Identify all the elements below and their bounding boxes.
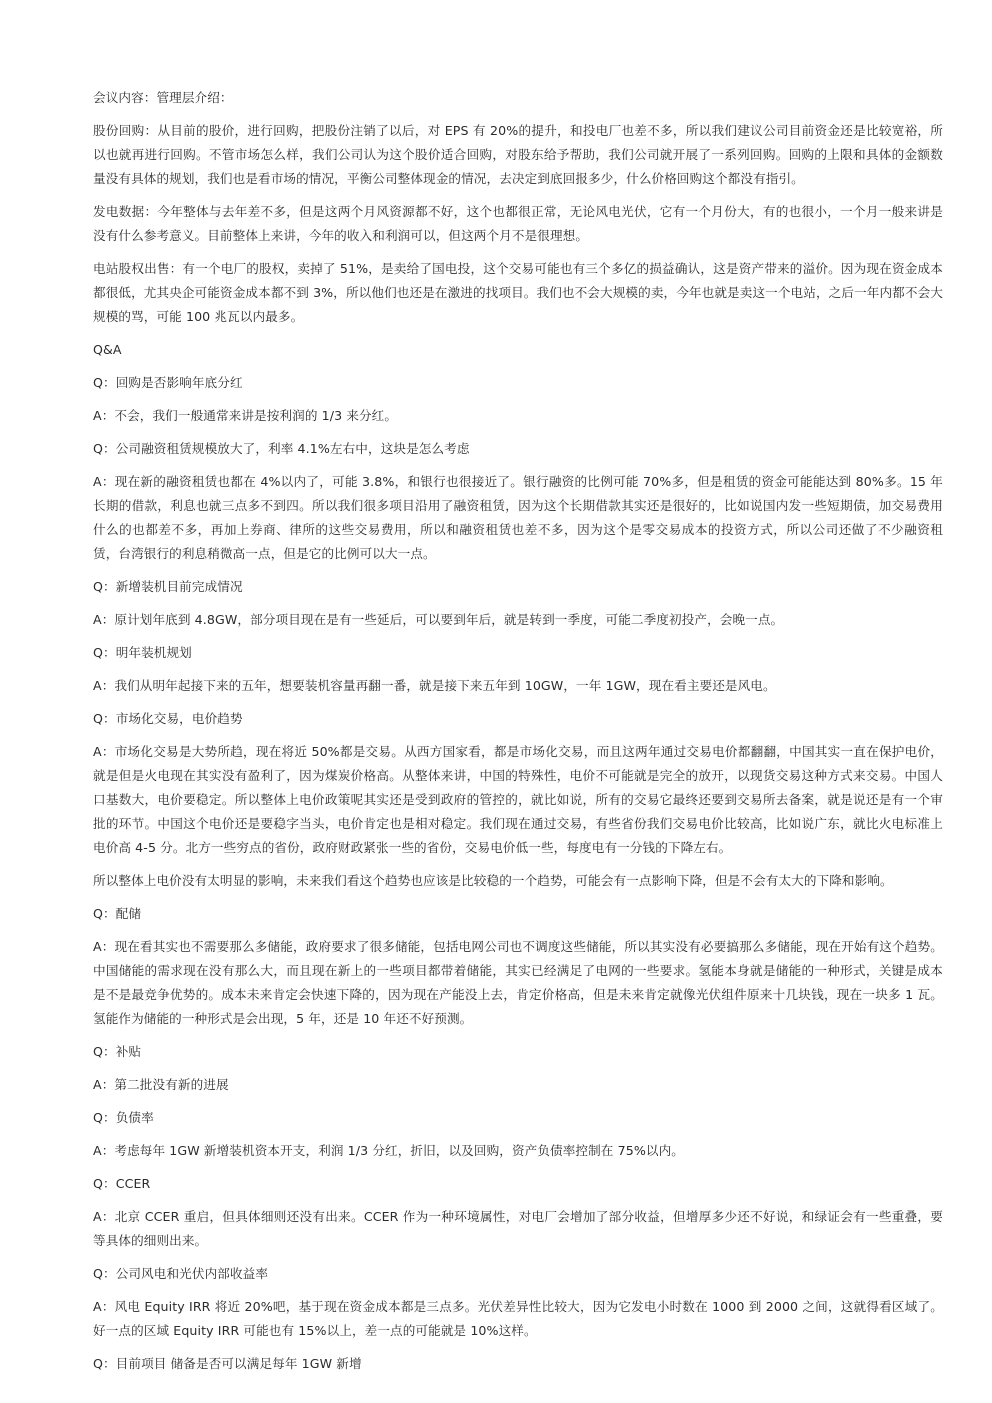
answer: A：第二批没有新的进展	[93, 1077, 229, 1092]
document-body	[93, 86, 943, 1385]
answer-continuation: 所以整体上电价没有太明显的影响，未来我们看这个趋势也应该是比较稳的一个趋势，可能会有一点影响下降，但是不会有太大的下降和影响。	[93, 873, 893, 888]
paragraph-equity-sale: 电站股权出售：有一个电厂的股权，卖掉了 51%，是卖给了国电投，这个交易可能也有三个多亿的损益确认，这是资产带来的溢价。因为现在资金成本都很低，尤其央企可能资金成本都不到 3%，所以他们也还是在激进的找项目。我们也不会大规模的卖，今年也就是卖这一个电站，之后一年内都不会大规模的骂，可能 100 兆瓦以内最多。	[93, 261, 943, 324]
answer: A：不会，我们一般通常来讲是按利润的 1/3 来分红。	[93, 408, 398, 423]
answer: A：风电 Equity IRR 将近 20%吧，基于现在资金成本都是三点多。光伏差异性比较大，因为它发电小时数在 1000 到 2000 之间，这就得看区域了。好一点的区域 Equity IRR 可能也有 15%以上，差一点的可能就是 10%这样。	[93, 1299, 943, 1338]
answer: A：考虑每年 1GW 新增装机资本开支，利润 1/3 分红，折旧，以及回购，资产负债率控制在 75%以内。	[93, 1143, 684, 1158]
paragraph-share-buyback: 股份回购：从目前的股价，进行回购，把股份注销了以后，对 EPS 有 20%的提升，和投电厂也差不多，所以我们建议公司目前资金还是比较宽裕，所以也就再进行回购。不管市场怎么样，我们公司认为这个股价适合回购，对股东给予帮助，我们公司就开展了一系列回购。回购的上限和具体的金额数量没有具体的规划，我们也是看市场的情况，平衡公司整体现金的情况，去决定到底回报多少，什么价格回购这个都没有指引。	[93, 123, 943, 186]
question: Q：补贴	[93, 1044, 142, 1059]
question: Q：回购是否影响年底分红	[93, 375, 243, 390]
answer: A：现在新的融资租赁也都在 4%以内了，可能 3.8%，和银行也很接近了。银行融资的比例可能 70%多，但是租赁的资金可能能达到 80%多。15 年长期的借款，利息也就三点多不到四。所以我们很多项目沿用了融资租赁，因为这个长期借款其实还是很好的，比如说国内发一些短期债，加交易费用什么的也都差不多，再加上券商、律所的这些交易费用，所以和融资租赁也差不多，因为这个是零交易成本的投资方式，所以公司还做了不少融资租赁，台湾银行的利息稍微高一点，但是它的比例可以大一点。	[93, 474, 943, 561]
question: Q：市场化交易，电价趋势	[93, 711, 243, 726]
paragraph-generation-data: 发电数据：今年整体与去年差不多，但是这两个月风资源都不好，这个也都很正常，无论风电光伏，它有一个月份大，有的也很小，一个月一般来讲是没有什么参考意义。目前整体上来讲，今年的收入和利润可以，但这两个月不是很理想。	[93, 204, 943, 243]
answer: A：我们从明年起接下来的五年，想要装机容量再翻一番，就是接下来五年到 10GW，一年 1GW，现在看主要还是风电。	[93, 678, 776, 693]
answer: A：现在看其实也不需要那么多储能，政府要求了很多储能，包括电网公司也不调度这些储能，所以其实没有必要搞那么多储能，现在开始有这个趋势。中国储能的需求现在没有那么大，而且现在新上的一些项目都带着储能，其实已经满足了电网的一些要求。氢能本身就是储能的一种形式，关键是成本是不是最竞争优势的。成本未来肯定会快速下降的，因为现在产能没上去，肯定价格高，但是未来肯定就像光伏组件原来十几块钱，现在一块多 1 瓦。氢能作为储能的一种形式是会出现，5 年，还是 10 年还不好预测。	[93, 939, 943, 1026]
answer: A：原计划年底到 4.8GW，部分项目现在是有一些延后，可以要到年后，就是转到一季度，可能二季度初投产，会晚一点。	[93, 612, 784, 627]
question: Q：公司融资租赁规模放大了，利率 4.1%左右中，这块是怎么考虑	[93, 441, 470, 456]
question: Q：配储	[93, 906, 142, 921]
question: Q：明年装机规划	[93, 645, 192, 660]
question: Q：新增装机目前完成情况	[93, 579, 243, 594]
question: Q：CCER	[93, 1176, 151, 1191]
question: Q：负债率	[93, 1110, 154, 1125]
question: Q：公司风电和光伏内部收益率	[93, 1266, 269, 1281]
section-heading-qa: Q&A	[93, 342, 122, 357]
question: Q：目前项目 储备是否可以满足每年 1GW 新增	[93, 1356, 362, 1371]
answer: A：市场化交易是大势所趋，现在将近 50%都是交易。从西方国家看，都是市场化交易，而且这两年通过交易电价都翻翻，中国其实一直在保护电价，就是但是火电现在其实没有盈利了，因为煤炭价格高。从整体来讲，中国的特殊性，电价不可能就是完全的放开，以现货交易这种方式来交易。中国人口基数大，电价要稳定。所以整体上电价政策呢其实还是受到政府的管控的，就比如说，所有的交易它最终还要到交易所去备案，就是说还是有一个审批的环节。中国这个电价还是要稳字当头，电价肯定也是相对稳定。我们现在通过交易，有些省份我们交易电价比较高，比如说广东，就比火电标准上电价高 4-5 分。北方一些穷点的省份，政府财政紧张一些的省份，交易电价低一些，每度电有一分钱的下降左右。	[93, 744, 943, 855]
answer: A：北京 CCER 重启，但具体细则还没有出来。CCER 作为一种环境属性，对电厂会增加了部分收益，但增厚多少还不好说，和绿证会有一些重叠，要等具体的细则出来。	[93, 1209, 943, 1248]
section-heading-intro: 会议内容：管理层介绍：	[93, 90, 233, 105]
